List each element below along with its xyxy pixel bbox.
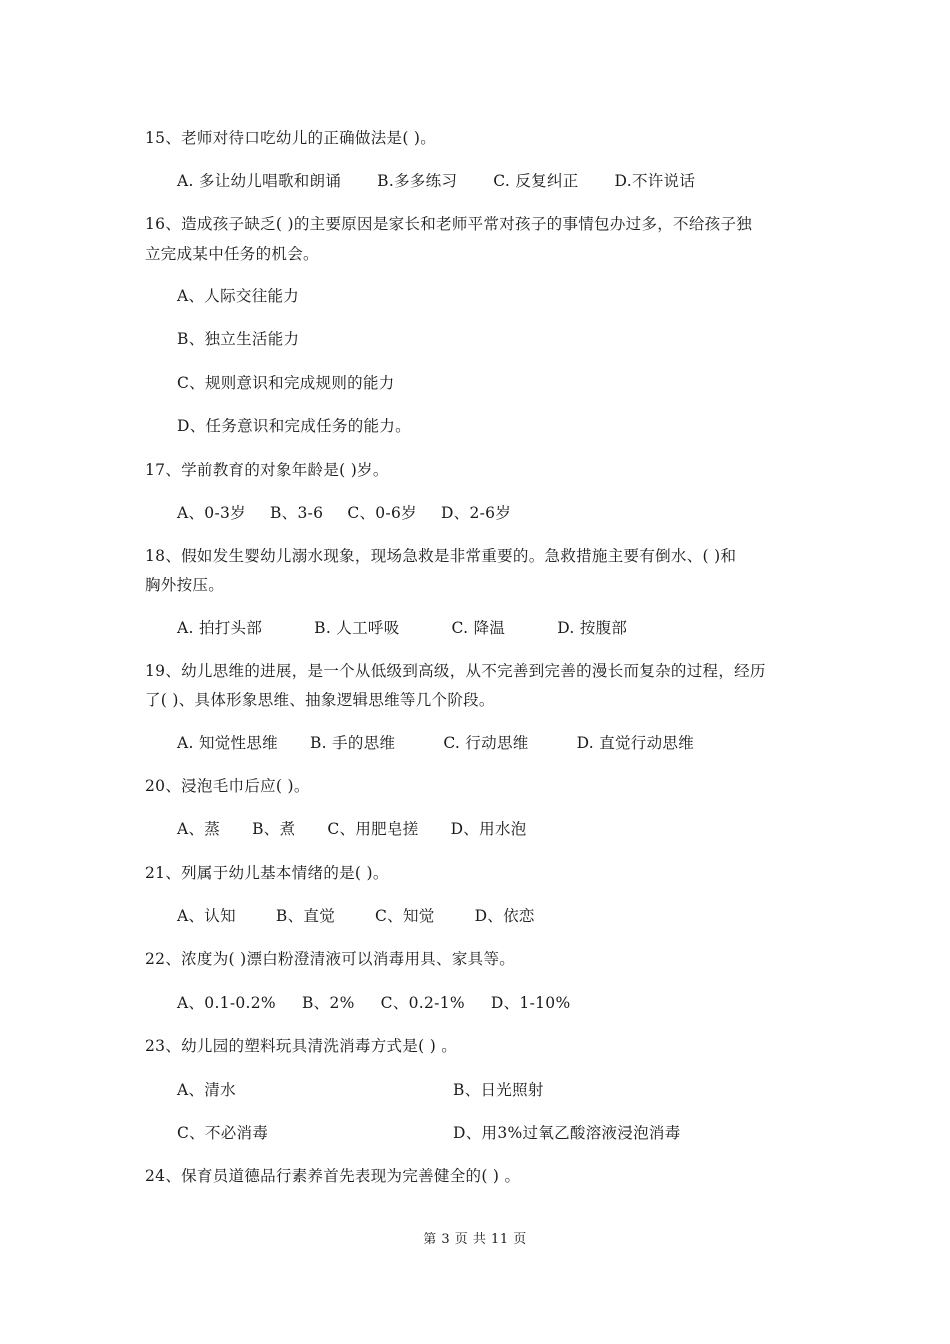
question-18-stem-line2: 胸外按压。 bbox=[145, 576, 225, 594]
option-a: A. 拍打头部 bbox=[177, 619, 263, 637]
option-d: D、依恋 bbox=[474, 907, 535, 925]
option-c: C、0.2-1% bbox=[380, 994, 465, 1012]
question-18-stem-line1: 18、假如发生婴幼儿溺水现象，现场急救是非常重要的。急救措施主要有倒水、( )和 bbox=[145, 547, 737, 565]
option-c: C、用肥皂搓 bbox=[327, 820, 419, 838]
option-d: D.不许说话 bbox=[614, 172, 696, 190]
question-16-stem-line1: 16、造成孩子缺乏( )的主要原因是家长和老师平常对孩子的事情包办过多，不给孩子独 bbox=[145, 215, 753, 233]
option-c: C. 降温 bbox=[451, 619, 506, 637]
question-20-stem: 20、浸泡毛巾后应( )。 bbox=[145, 777, 310, 795]
question-17-stem: 17、学前教育的对象年龄是( )岁。 bbox=[145, 461, 389, 479]
option-d: D. 按腹部 bbox=[557, 619, 628, 637]
option-d: D、2-6岁 bbox=[440, 504, 512, 522]
option-b: B、煮 bbox=[252, 820, 296, 838]
option-c: C. 行动思维 bbox=[443, 734, 529, 752]
question-20-options bbox=[177, 819, 527, 839]
question-19-options bbox=[177, 733, 694, 753]
option-c: C、知觉 bbox=[375, 907, 435, 925]
question-18-options bbox=[177, 618, 627, 638]
option-b: B. 手的思维 bbox=[309, 734, 396, 752]
question-16-stem-line2: 立完成某中任务的机会。 bbox=[145, 245, 319, 263]
question-19-stem-line1: 19、幼儿思维的进展，是一个从低级到高级，从不完善到完善的漫长而复杂的过程，经历 bbox=[145, 662, 766, 680]
option-b: B、3-6 bbox=[269, 504, 324, 522]
option-a: A、0.1-0.2% bbox=[177, 994, 276, 1012]
question-16-option-b: B、独立生活能力 bbox=[177, 330, 300, 348]
option-b: B、直觉 bbox=[275, 907, 335, 925]
question-21-options bbox=[177, 906, 535, 926]
option-c: C、0-6岁 bbox=[347, 504, 417, 522]
option-a: A、0-3岁 bbox=[177, 504, 246, 522]
option-a: A、蒸 bbox=[177, 820, 221, 838]
option-c: C. 反复纠正 bbox=[493, 172, 579, 190]
option-a: A、认知 bbox=[177, 907, 236, 925]
page-footer: 第 3 页 共 11 页 bbox=[423, 1232, 527, 1247]
question-16-option-a: A、人际交往能力 bbox=[177, 287, 300, 305]
option-d: D、用水泡 bbox=[450, 820, 527, 838]
question-17-options bbox=[177, 503, 511, 523]
question-24-stem: 24、保育员道德品行素养首先表现为完善健全的( ) 。 bbox=[145, 1167, 521, 1185]
question-19-stem-line2: 了( )、具体形象思维、抽象逻辑思维等几个阶段。 bbox=[145, 691, 495, 709]
question-16-option-d: D、任务意识和完成任务的能力。 bbox=[177, 417, 411, 435]
option-b: B.多多练习 bbox=[377, 172, 458, 190]
question-22-options bbox=[177, 993, 570, 1013]
question-23-option-d: D、用3%过氧乙酸溶液浸泡消毒 bbox=[453, 1124, 681, 1142]
option-b: B、2% bbox=[301, 994, 355, 1012]
question-21-stem: 21、列属于幼儿基本情绪的是( )。 bbox=[145, 864, 389, 882]
option-a: A. 知觉性思维 bbox=[177, 734, 278, 752]
option-a: A. 多让幼儿唱歌和朗诵 bbox=[177, 172, 342, 190]
option-d: D. 直觉行动思维 bbox=[576, 734, 695, 752]
question-23-option-c: C、不必消毒 bbox=[177, 1124, 269, 1142]
question-23-option-a: A、清水 bbox=[177, 1081, 236, 1099]
question-16-option-c: C、规则意识和完成规则的能力 bbox=[177, 374, 395, 392]
option-b: B. 人工呼吸 bbox=[314, 619, 400, 637]
option-d: D、1-10% bbox=[490, 994, 571, 1012]
question-15-stem: 15、老师对待口吃幼儿的正确做法是( )。 bbox=[145, 129, 437, 147]
question-23-option-b: B、日光照射 bbox=[453, 1081, 544, 1099]
question-22-stem: 22、浓度为( )漂白粉澄清液可以消毒用具、家具等。 bbox=[145, 950, 516, 968]
question-15-options bbox=[177, 171, 695, 191]
question-23-stem: 23、幼儿园的塑料玩具清洗消毒方式是( ) 。 bbox=[145, 1037, 458, 1055]
